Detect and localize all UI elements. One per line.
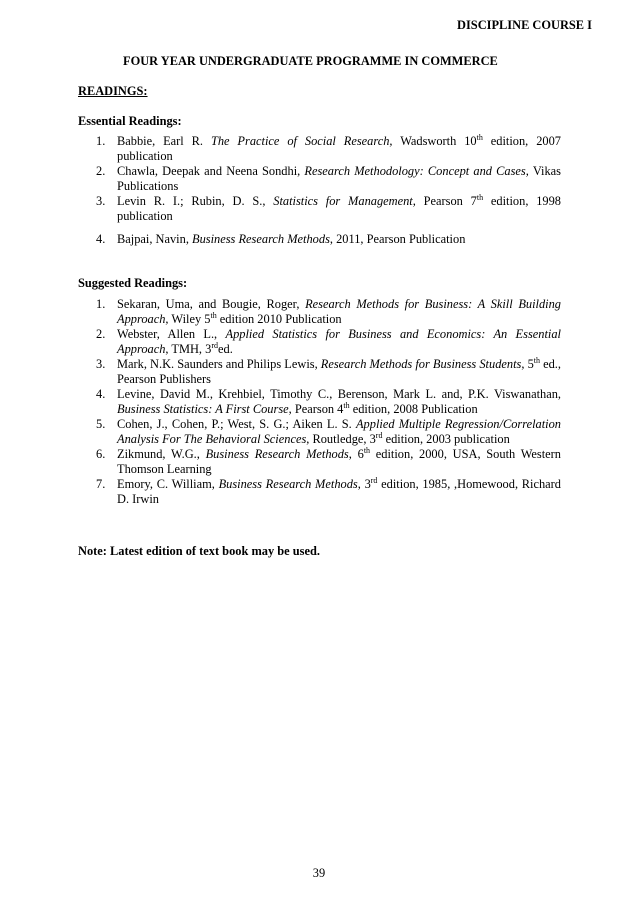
reference-number: 5. [96,417,106,431]
reference-author: Chawla, Deepak and Neena Sondhi, [117,164,305,178]
reference-edition: ed., Pearson Publishers [117,357,561,386]
reference-number: 2. [96,164,106,178]
reference-author: Bajpai, Navin, [117,232,193,246]
reference-title: The Practice of Social Research, [210,134,393,148]
reference-number: 2. [96,327,106,341]
reference-superscript: rd [211,341,218,350]
reference-publisher: , Pearson 4 [288,402,344,416]
reference-author: Sekaran, Uma, and Bougie, Roger, [117,297,306,311]
reference-author: Emory, C. William, [117,477,219,491]
reference-number: 1. [96,297,106,311]
reference-item [96,194,561,224]
reference-publisher: Vikas Publications [117,164,561,193]
reference-publisher: Wadsworth 10 [392,134,477,148]
reference-author: Webster, Allen L., [117,327,226,341]
reference-title: Research Methods for Business: A Skill Building Approach, [117,297,561,326]
reference-title: Business Research Methods [205,447,349,461]
reference-title: Research Methodology: Concept and Cases, [304,164,529,178]
reference-item [96,134,561,164]
reference-item [96,297,561,327]
reference-item [96,477,561,507]
reference-title: Business Statistics: A First Course [117,402,289,416]
reference-number: 3. [96,194,106,208]
reference-item [96,327,561,357]
reference-author: Cohen, J., Cohen, P.; West, S. G.; Aiken L. S. [117,417,356,431]
reference-publisher: , 3 [357,477,371,491]
reference-item [96,387,561,417]
course-header: DISCIPLINE COURSE I [457,18,592,32]
reference-title: Applied Statistics for Business and Economics: An Essential Approach [117,327,561,356]
reference-edition: edition, 2000, USA, South Western Thomson Learning [117,447,562,476]
suggested-readings-heading: Suggested Readings: [78,276,188,290]
reference-author: Levin R. I.; Rubin, D. S., [117,194,274,208]
reference-number: 3. [96,357,106,371]
reference-edition: edition 2010 Publication [216,312,342,326]
reference-number: 7. [96,477,106,491]
reference-author: Mark, N.K. Saunders and Philips Lewis, [117,357,321,371]
reference-title: Business Research Methods [218,477,358,491]
reference-item [96,447,561,477]
reference-author: Zikmund, W.G., [117,447,206,461]
programme-title: FOUR YEAR UNDERGRADUATE PROGRAMME IN COMMERCE [123,54,498,68]
reference-superscript: th [210,311,217,320]
essential-readings-heading: Essential Readings: [78,114,182,128]
reference-item [96,417,561,447]
reference-publisher: , TMH, 3 [165,342,212,356]
reference-title: Statistics for Management, [273,194,416,208]
reference-publisher: , Routledge, 3 [306,432,376,446]
reference-publisher: Wiley 5 [168,312,211,326]
reference-item [96,232,561,247]
reference-title: Research Methods for Business Students [320,357,522,371]
readings-title: READINGS: [78,84,148,98]
reference-publisher: , 2011, Pearson Publication [329,232,466,246]
reference-number: 4. [96,387,106,401]
reference-author: Babbie, Earl R. [117,134,211,148]
reference-title: Business Research Methods [192,232,330,246]
reference-edition: edition, 1985, ,Homewood, Richard D. Irwin [117,477,562,506]
reference-number: 1. [96,134,106,148]
reference-number: 4. [96,232,106,246]
reference-item [96,357,561,387]
reference-edition: ed. [218,342,233,356]
reference-edition: edition, 2003 publication [382,432,510,446]
reference-superscript: th [476,193,484,202]
note-text: Note: Latest edition of text book may be used. [78,544,320,558]
reference-publisher: , 5 [521,357,534,371]
reference-superscript: rd [375,431,383,440]
reference-edition: edition, 2008 Publication [349,402,478,416]
reference-title: Applied Multiple Regression/Correlation Analysis For The Behavioral Sciences [117,417,561,446]
reference-number: 6. [96,447,106,461]
reference-superscript: th [476,133,483,142]
suggested-readings-list [96,297,561,507]
reference-superscript: th [533,356,540,365]
reference-publisher: Pearson 7 [415,194,477,208]
essential-readings-list [96,134,561,247]
reference-superscript: th [363,446,371,455]
reference-superscript: rd [370,476,378,485]
reference-edition: edition, 2007 publication [117,134,561,163]
reference-author: Levine, David M., Krehbiel, Timothy C., Berenson, Mark L. and, P.K. Viswanathan, [117,387,561,401]
reference-item [96,164,561,194]
reference-edition: edition, 1998 publication [117,194,561,223]
reference-publisher: , 6 [348,447,364,461]
reference-superscript: th [343,401,350,410]
page-number: 39 [312,866,326,880]
